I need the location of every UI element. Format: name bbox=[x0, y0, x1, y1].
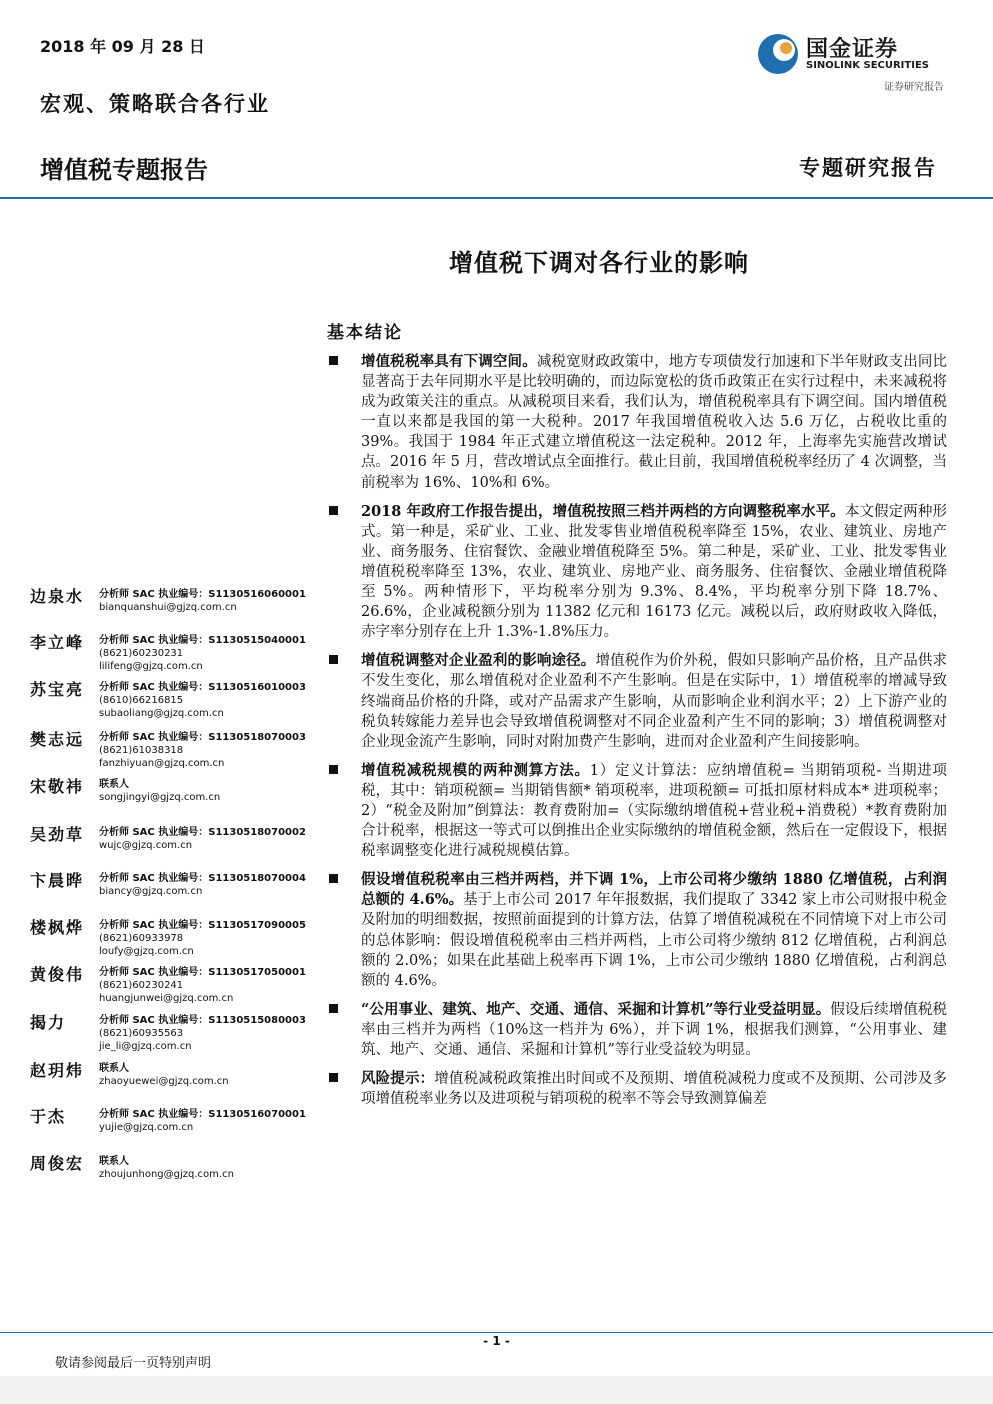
analyst-cert: 分析师 SAC 执业编号：S1130517050001 bbox=[99, 967, 306, 978]
report-category: 专题研究报告 bbox=[799, 155, 937, 180]
conclusion-list bbox=[327, 352, 947, 1118]
conclusion-text: 增值税作为价外税，假如只影响产品价格，且产品供求不发生变化，那么增值税对企业盈利不产生影响。但是在实际中，1）增值税率的增减导致终端商品价格的升降，或对产品需求产生影响，从而影响企业利润水平；2）上下游产业的税负转嫁能力差异也会导致增值税调整对不同企业盈利产生不同的影响；3）增值税调整对企业现金流产生影响，同时对附加费产生影响，进而对企业盈利产生间接影响。 bbox=[361, 653, 948, 750]
conclusion-lead: 假设增值税税率由三档并两档，并下调 1%，上市公司将少缴纳 1880 亿增值税，占利润总额的 4.6%。 bbox=[361, 871, 947, 909]
analyst-email[interactable]: fanzhiyuan@gjzq.com.cn bbox=[99, 758, 225, 769]
conclusion-item bbox=[327, 870, 947, 991]
analyst-info bbox=[99, 1062, 229, 1088]
conclusion-lead: “公用事业、建筑、地产、交通、通信、采掘和计算机”等行业受益明显。 bbox=[361, 1000, 831, 1018]
conclusion-lead: 增值税税率具有下调空间。 bbox=[361, 353, 537, 370]
report-type: 增值税专题报告 bbox=[40, 156, 208, 184]
analyst-email[interactable]: zhoujunhong@gjzq.com.cn bbox=[99, 1169, 234, 1180]
analyst-cert: 分析师 SAC 执业编号：S1130515040001 bbox=[99, 635, 306, 646]
analyst-email[interactable]: songjingyi@gjzq.com.cn bbox=[99, 792, 221, 803]
analyst-email[interactable]: huangjunwei@gjzq.com.cn bbox=[99, 993, 234, 1004]
analyst-email[interactable]: lilifeng@gjzq.com.cn bbox=[99, 661, 203, 672]
conclusion-lead: 增值税减税规模的两种测算方法。 bbox=[361, 761, 590, 779]
analyst-email[interactable]: yujie@gjzq.com.cn bbox=[99, 1122, 194, 1133]
conclusion-text: 1）定义计算法：应纳增值税= 当期销项税- 当期进项税，其中：销项税额= 当期销售额* 销项税率，进项税额= 可抵扣原材料成本* 进项税率；2）“税金及附加”倒算法：教育费附加=（实际缴纳增值税+营业税+消费税）*教育费附加合计税率，根据这一等式可以倒推出企业实际缴纳的增值税金额，然后在一定假设下，根据税率调整变化进行减税规模估算。 bbox=[361, 762, 947, 860]
conclusion-lead: 2018 年政府工作报告提出，增值税按照三档并两档的方向调整税率水平。 bbox=[361, 502, 845, 520]
analyst-info bbox=[99, 1014, 306, 1053]
analyst-entry bbox=[30, 774, 320, 822]
analyst-info bbox=[99, 1155, 234, 1181]
analyst-entry bbox=[30, 915, 320, 962]
analyst-email[interactable]: biancy@gjzq.com.cn bbox=[99, 886, 203, 897]
analyst-entry bbox=[30, 1058, 320, 1104]
conclusion-item bbox=[327, 651, 947, 751]
analyst-name: 樊志远 bbox=[30, 730, 85, 749]
section-heading: 基本结论 bbox=[327, 323, 403, 343]
analyst-name: 卞晨晔 bbox=[30, 871, 85, 890]
analyst-phone: (8621)60230241 bbox=[99, 980, 184, 991]
conclusion-item bbox=[327, 1069, 947, 1109]
analyst-phone: (8621)60935563 bbox=[99, 1028, 184, 1039]
analyst-phone: (8621)60933978 bbox=[99, 933, 184, 944]
bullet-square-icon bbox=[329, 356, 338, 365]
footer-divider bbox=[0, 1332, 993, 1333]
analyst-cert: 联系人 bbox=[99, 779, 129, 790]
analyst-info bbox=[99, 588, 306, 614]
analyst-name: 揭力 bbox=[30, 1013, 67, 1032]
conclusion-item bbox=[327, 502, 947, 643]
analyst-entry bbox=[30, 822, 320, 868]
analyst-cert: 分析师 SAC 执业编号：S1130518070002 bbox=[99, 827, 306, 838]
bullet-square-icon bbox=[329, 765, 338, 774]
analyst-entry bbox=[30, 868, 320, 915]
bullet-square-icon bbox=[329, 1073, 338, 1082]
analyst-email[interactable]: bianquanshui@gjzq.com.cn bbox=[99, 602, 237, 613]
analyst-email[interactable]: wujc@gjzq.com.cn bbox=[99, 840, 193, 851]
analyst-phone: (8621)60230231 bbox=[99, 648, 184, 659]
analyst-entry bbox=[30, 1104, 320, 1151]
bullet-square-icon bbox=[329, 655, 338, 664]
analyst-info bbox=[99, 731, 306, 770]
bullet-square-icon bbox=[329, 506, 338, 515]
analyst-name: 李立峰 bbox=[30, 633, 85, 652]
logo-subtitle: 证券研究报告 bbox=[884, 82, 944, 93]
analyst-name: 于杰 bbox=[30, 1107, 67, 1126]
bullet-square-icon bbox=[329, 874, 338, 883]
analyst-name: 赵玥炜 bbox=[30, 1061, 85, 1080]
analyst-cert: 分析师 SAC 执业编号：S1130518070004 bbox=[99, 873, 306, 884]
main-title: 增值税下调对各行业的影响 bbox=[449, 248, 749, 277]
analyst-info bbox=[99, 1108, 306, 1134]
analyst-entry bbox=[30, 727, 320, 774]
disclaimer-note: 敬请参阅最后一页特别声明 bbox=[55, 1356, 212, 1371]
bottom-band bbox=[0, 1376, 993, 1404]
analyst-cert: 分析师 SAC 执业编号：S1130518070003 bbox=[99, 732, 306, 743]
analyst-info bbox=[99, 681, 306, 720]
analyst-phone: (8610)66216815 bbox=[99, 695, 184, 706]
analyst-name: 吴劲草 bbox=[30, 825, 85, 844]
conclusion-text: 基于上市公司 2017 年年报数据，我们提取了 3342 家上市公司财报中税金及附加的明细数据，按照前面提到的计算方法，估算了增值税减税在不同情境下对上市公司的总体影响：假设增值税税率由三档并两档，上市公司将少缴纳 812 亿增值税，占利润总额的 2.0%；如果在此基础上税率再下调 1%，上市公司少缴纳 1880 亿增值税，占利润总额的 4.6%。 bbox=[361, 892, 947, 989]
conclusion-lead: 风险提示： bbox=[361, 1070, 435, 1088]
analyst-entry bbox=[30, 1151, 320, 1191]
sector-label: 宏观、策略联合各行业 bbox=[40, 91, 270, 116]
conclusion-text: 减税宽财政政策中，地方专项债发行加速和下半年财政支出同比显著高于去年同期水平是比较明确的，而边际宽松的货币政策正在实行过程中，未来减税将成为政策关注的重点。从减税项目来看，我们认为，增值税税率具有下调空间。国内增值税一直以来都是我国的第一大税种。2017 年我国增值税收入达 5.6 万亿，占税收比重的 39%。我国于 1984 年正式建立增值税这一法定税种。2012 年，上海率先实施营改增试点。2016 年 5 月，营改增试点全面推行。截止目前，我国增值税税率经历了 4 次调整，当前税率为 16%、10%和 6%。 bbox=[361, 354, 948, 491]
analyst-cert: 联系人 bbox=[99, 1156, 129, 1167]
analyst-info bbox=[99, 919, 306, 958]
logo-name-cn: 国金证券 bbox=[806, 37, 899, 62]
conclusion-item bbox=[327, 352, 947, 493]
analyst-entry bbox=[30, 584, 320, 630]
analyst-email[interactable]: jie_li@gjzq.com.cn bbox=[99, 1041, 192, 1052]
conclusion-text: 假设后续增值税税率由三档并为两档（10%这一档并为 6%），并下调 1%，根据我们测算，“公用事业、建筑、地产、交通、通信、采掘和计算机”等行业受益较为明显。 bbox=[361, 1001, 947, 1058]
analyst-entry bbox=[30, 677, 320, 727]
analyst-entry bbox=[30, 1010, 320, 1058]
analyst-info bbox=[99, 778, 220, 804]
analyst-email[interactable]: subaoliang@gjzq.com.cn bbox=[99, 708, 224, 719]
analyst-info bbox=[99, 634, 306, 673]
analyst-phone: (8621)61038318 bbox=[99, 745, 184, 756]
logo-name-en: SINOLINK SECURITIES bbox=[806, 60, 929, 71]
conclusion-text: 增值税减税政策推出时间或不及预期、增值税减税力度或不及预期、公司涉及多项增值税率业务以及进项税与销项税的税率不等会导致测算偏差 bbox=[361, 1071, 948, 1108]
company-logo bbox=[756, 30, 946, 93]
analyst-list bbox=[30, 584, 320, 1191]
page-number: - 1 - bbox=[483, 1334, 510, 1348]
conclusion-item bbox=[327, 1000, 947, 1060]
report-date: 2018 年 09 月 28 日 bbox=[40, 37, 205, 56]
conclusion-item bbox=[327, 761, 947, 861]
analyst-email[interactable]: loufy@gjzq.com.cn bbox=[99, 946, 194, 957]
analyst-name: 宋敬祎 bbox=[30, 777, 85, 796]
analyst-cert: 分析师 SAC 执业编号：S1130517090005 bbox=[99, 920, 306, 931]
header-divider bbox=[0, 197, 993, 199]
analyst-cert: 分析师 SAC 执业编号：S1130516010003 bbox=[99, 682, 306, 693]
analyst-info bbox=[99, 966, 306, 1005]
logo-mark-icon bbox=[756, 32, 800, 76]
analyst-name: 黄俊伟 bbox=[30, 965, 85, 984]
analyst-info bbox=[99, 826, 306, 852]
analyst-name: 边泉水 bbox=[30, 587, 85, 606]
analyst-info bbox=[99, 872, 306, 898]
analyst-name: 苏宝亮 bbox=[30, 680, 85, 699]
conclusion-text: 本文假定两种形式。第一种是，采矿业、工业、批发零售业增值税税率降至 15%，农业、建筑业、房地产业、商务服务、住宿餐饮、金融业增值税降至 5%。第二种是，采矿业、工业、批发零售业增值税税率降至 13%，农业、建筑业、房地产业、商务服务、住宿餐饮、金融业增值税降至 5%。两种情形下，平均税率分别为 9.3%、8.4%，平均税率分别下降 18.7%、26.6%，企业减税额分别为 11382 亿元和 16173 亿元。减税以后，政府财政收入降低，赤字率分别存在上升 1.3%-1.8%压力。 bbox=[361, 503, 948, 641]
conclusion-lead: 增值税调整对企业盈利的影响途径。 bbox=[361, 652, 596, 670]
analyst-cert: 分析师 SAC 执业编号：S1130516070001 bbox=[99, 1109, 306, 1120]
analyst-name: 周俊宏 bbox=[30, 1154, 85, 1173]
analyst-cert: 联系人 bbox=[99, 1063, 129, 1074]
analyst-email[interactable]: zhaoyuewei@gjzq.com.cn bbox=[99, 1076, 229, 1087]
analyst-entry bbox=[30, 630, 320, 677]
analyst-name: 楼枫烨 bbox=[30, 918, 85, 937]
analyst-cert: 分析师 SAC 执业编号：S1130515080003 bbox=[99, 1015, 306, 1026]
analyst-cert: 分析师 SAC 执业编号：S1130516060001 bbox=[99, 589, 306, 600]
analyst-entry bbox=[30, 962, 320, 1010]
bullet-square-icon bbox=[329, 1004, 338, 1013]
